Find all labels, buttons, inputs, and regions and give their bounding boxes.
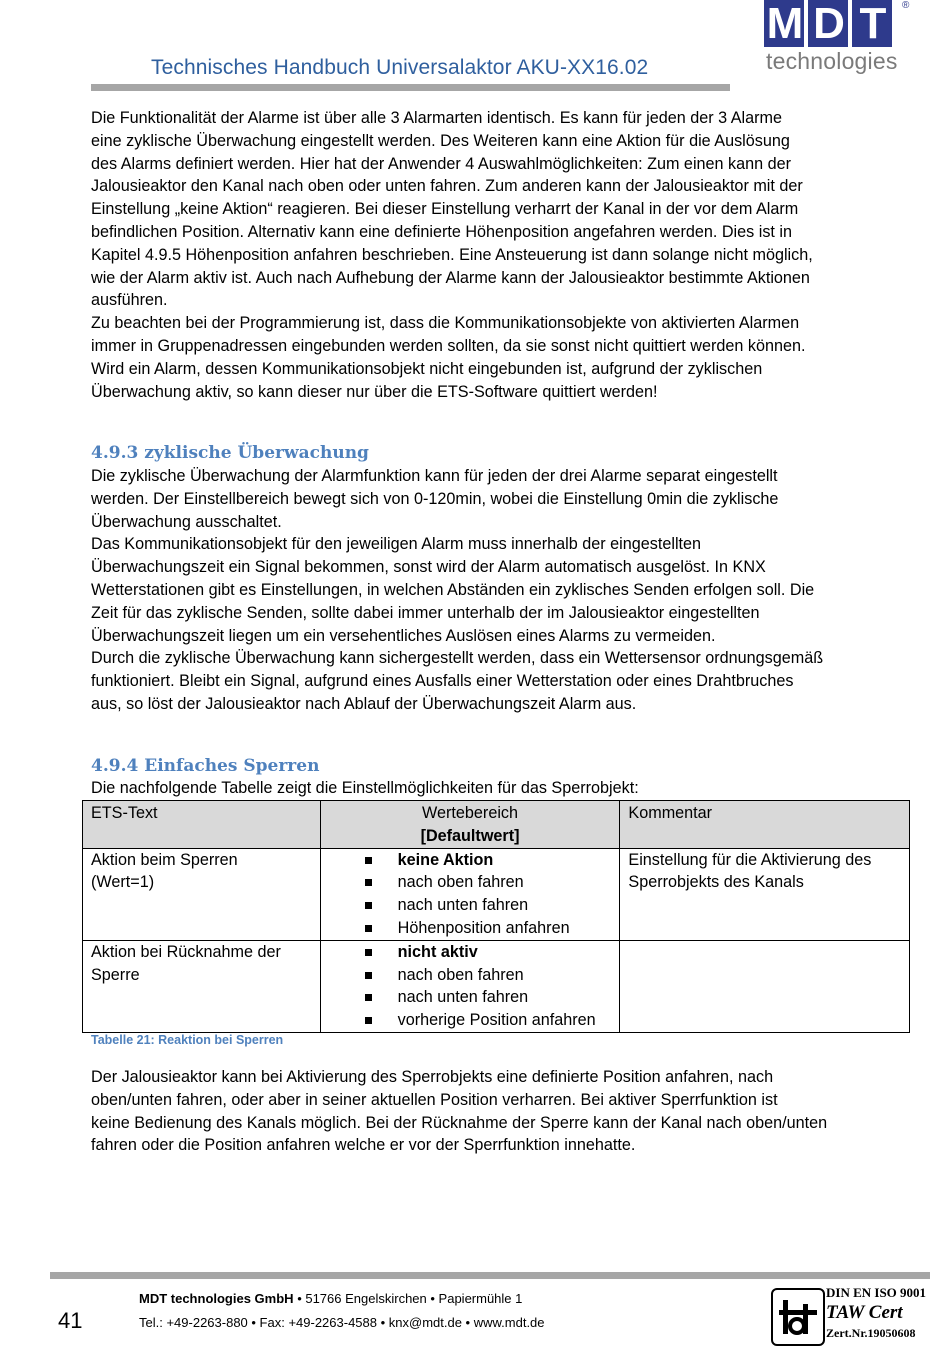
bullet-icon — [365, 857, 372, 864]
option-item-default — [363, 941, 612, 964]
text-line: ausführen. — [91, 291, 168, 310]
text-line: fahren oder die Position anfahren welche er vor der Sperrfunktion innehatte. — [91, 1136, 636, 1155]
taw-cert-logo-icon — [771, 1288, 825, 1346]
section-heading-494: 4.9.4 Einfaches Sperren — [91, 756, 320, 776]
option-label: nach unten fahren — [397, 988, 529, 1007]
text-line: Überwachungszeit ein Signal bekommen, sonst wird der Alarm automatisch ausgelöst. In KNX — [91, 558, 766, 577]
table-row — [83, 848, 910, 940]
ets-text-line: (Wert=1) — [91, 873, 155, 892]
text-line: wie der Alarm aktiv ist. Auch nach Aufhebung der Alarme kann der Jalousieaktor bestimmte Aktionen — [91, 268, 810, 287]
text-line: Jalousieaktor den Kanal nach oben oder unten fahren. Zum anderen kann der Jalousieaktor mit der — [91, 177, 803, 196]
footer-contact-line: Tel.: +49-2263-880 • Fax: +49-2263-4588 • knx@mdt.de • www.mdt.de — [139, 1315, 545, 1330]
text-line: Wetterstationen gibt es Einstellungen, in welchen Abständen ein zyklisches Senden erfolgen soll. Die — [91, 580, 815, 599]
text-line: Zu beachten bei der Programmierung ist, dass die Kommunikationsobjekte von aktivierten Alarmen — [91, 314, 800, 333]
comment-line: Sperrobjekts des Kanals — [628, 873, 804, 892]
header-value-range — [320, 801, 620, 849]
footer-divider — [50, 1272, 930, 1279]
header-divider — [91, 84, 730, 91]
option-item-default — [363, 849, 612, 872]
cell-comment — [620, 940, 910, 1032]
text-line: Das Kommunikationsobjekt für den jeweiligen Alarm muss innerhalb der eingestellten — [91, 535, 702, 554]
bullet-icon — [365, 949, 372, 956]
option-label: vorherige Position anfahren — [397, 1011, 596, 1030]
bullet-icon — [365, 925, 372, 932]
text-line: Durch die zyklische Überwachung kann sichergestellt werden, dass ein Wettersensor ordnungsgemäß — [91, 649, 824, 668]
logo-subtitle: technologies — [766, 48, 898, 74]
logo-letters — [764, 0, 892, 47]
section-heading-493: 4.9.3 zyklische Überwachung — [91, 443, 369, 463]
option-label: nach unten fahren — [397, 896, 529, 915]
header-default-value-label: [Defaultwert] — [420, 826, 520, 845]
text-line: keine Bedienung des Kanals möglich. Bei der Rücknahme der Sperre kann der Kanal nach oben/unten — [91, 1113, 828, 1132]
cell-comment — [620, 848, 910, 940]
table-header-row — [83, 801, 910, 849]
comment-line: Einstellung für die Aktivierung des — [628, 850, 872, 869]
text-line: Überwachung ausschaltet. — [91, 512, 282, 531]
text-line: Zeit für das zyklische Senden, sollte dabei immer unterhalb der im Jalousieaktor eingestellten — [91, 603, 760, 622]
option-label: nach oben fahren — [397, 873, 524, 892]
company-name: MDT technologies GmbH — [139, 1291, 294, 1306]
ets-text-line: Aktion beim Sperren — [91, 850, 238, 869]
text-line: aus, so löst der Jalousieaktor nach Ablauf der Überwachungszeit Alarm aus. — [91, 694, 637, 713]
option-item — [363, 894, 612, 917]
cell-value-range — [320, 940, 620, 1032]
header-comment: Kommentar — [620, 801, 910, 849]
bullet-icon — [365, 902, 372, 909]
option-label: keine Aktion — [397, 850, 494, 869]
option-label: Höhenposition anfahren — [397, 918, 570, 937]
text-line: eine zyklische Überwachung eingestellt werden. Des Weiteren kann eine Aktion für die Auslösung — [91, 131, 790, 150]
option-item — [363, 917, 612, 940]
text-line: Der Jalousieaktor kann bei Aktivierung des Sperrobjekts eine definierte Position anfahren, nach — [91, 1068, 774, 1086]
section-494-after-text — [91, 1066, 871, 1157]
cert-number-line: Zert.Nr.19050608 — [826, 1326, 916, 1340]
cell-ets-text — [83, 848, 321, 940]
text-line: Einstellung „keine Aktion“ reagieren. Bei dieser Einstellung verharrt der Kanal in der vor dem Alarm — [91, 200, 799, 219]
section-494-intro — [91, 777, 871, 800]
text-line: Wird ein Alarm, dessen Kommunikationsobjekt nicht eingebunden ist, aufgrund der zyklischen — [91, 359, 763, 378]
option-item — [363, 1009, 612, 1032]
taw-cert-logo-svg — [773, 1290, 823, 1344]
text-line: Überwachungszeit liegen um ein versehentliches Auslösen eines Alarms zu vermeiden. — [91, 626, 716, 645]
option-label: nach oben fahren — [397, 965, 524, 984]
document-title: Technisches Handbuch Universalaktor AKU-XX16.02 — [151, 56, 649, 79]
text-line: Überwachung aktiv, so kann dieser nur über die ETS-Software quittiert werden! — [91, 382, 658, 401]
header-ets-text: ETS-Text — [83, 801, 321, 849]
mdt-logo — [764, 0, 914, 78]
company-address: • 51766 Engelskirchen • Papiermühle 1 — [297, 1291, 523, 1306]
text-line: Die nachfolgende Tabelle zeigt die Einstellmöglichkeiten für das Sperrobjekt: — [91, 779, 639, 797]
ets-text-line: Sperre — [91, 965, 140, 984]
cell-value-range — [320, 848, 620, 940]
bullet-icon — [365, 1017, 372, 1024]
option-list — [329, 941, 612, 1032]
option-item — [363, 964, 612, 987]
settings-table — [82, 800, 910, 1033]
option-item — [363, 871, 612, 894]
text-line: Kapitel 4.9.5 Höhenposition anfahren beschrieben. Eine Ansteuerung ist dann solange nicht möglich, — [91, 245, 813, 264]
table-row — [83, 940, 910, 1032]
registered-mark: ® — [902, 0, 910, 11]
intro-text — [91, 107, 871, 403]
page-number: 41 — [58, 1308, 83, 1333]
cell-ets-text — [83, 940, 321, 1032]
text-line: Die Funktionalität der Alarme ist über alle 3 Alarmarten identisch. Es kann für jeden der 3 Alarme — [91, 109, 783, 127]
ets-text-line: Aktion bei Rücknahme der — [91, 942, 281, 961]
bullet-icon — [365, 972, 372, 979]
option-list — [329, 849, 612, 940]
cert-iso-line: DIN EN ISO 9001 — [826, 1285, 927, 1300]
bullet-icon — [365, 879, 372, 886]
footer-company-line — [139, 1291, 522, 1306]
bullet-icon — [365, 994, 372, 1001]
text-line: immer in Gruppenadressen eingebunden werden sollten, da sie sonst nicht quittiert werden können. — [91, 336, 806, 355]
option-label: nicht aktiv — [397, 942, 478, 961]
text-line: oben/unten fahren, oder aber in seiner aktuellen Position verharren. Bei aktiver Sperrfunktion ist — [91, 1090, 778, 1109]
text-line: funktioniert. Bleibt ein Signal, aufgrund eines Ausfalls einer Wetterstation oder eines Drahtbruches — [91, 672, 794, 691]
text-line: Die zyklische Überwachung der Alarmfunktion kann für jeden der drei Alarme separat eingestellt — [91, 467, 778, 485]
cert-taw-line: TAW Cert — [826, 1302, 903, 1323]
table-caption: Tabelle 21: Reaktion bei Sperren — [91, 1033, 284, 1047]
option-item — [363, 986, 612, 1009]
logo-letter-t: T — [852, 0, 892, 47]
header-value-range-label: Wertebereich — [422, 804, 519, 822]
logo-letter-m: M — [764, 0, 804, 47]
logo-letter-d: D — [808, 0, 848, 47]
text-line: des Alarms definiert werden. Hier hat der Anwender 4 Auswahlmöglichkeiten: Zum einen kann der — [91, 154, 792, 173]
text-line: werden. Der Einstellbereich bewegt sich von 0-120min, wobei die Einstellung 0min die zyklische — [91, 489, 779, 508]
section-493-text — [91, 465, 871, 716]
text-line: befindlichen Position. Alternativ kann eine definierte Höhenposition angefahren werden. Dies ist in — [91, 222, 793, 241]
